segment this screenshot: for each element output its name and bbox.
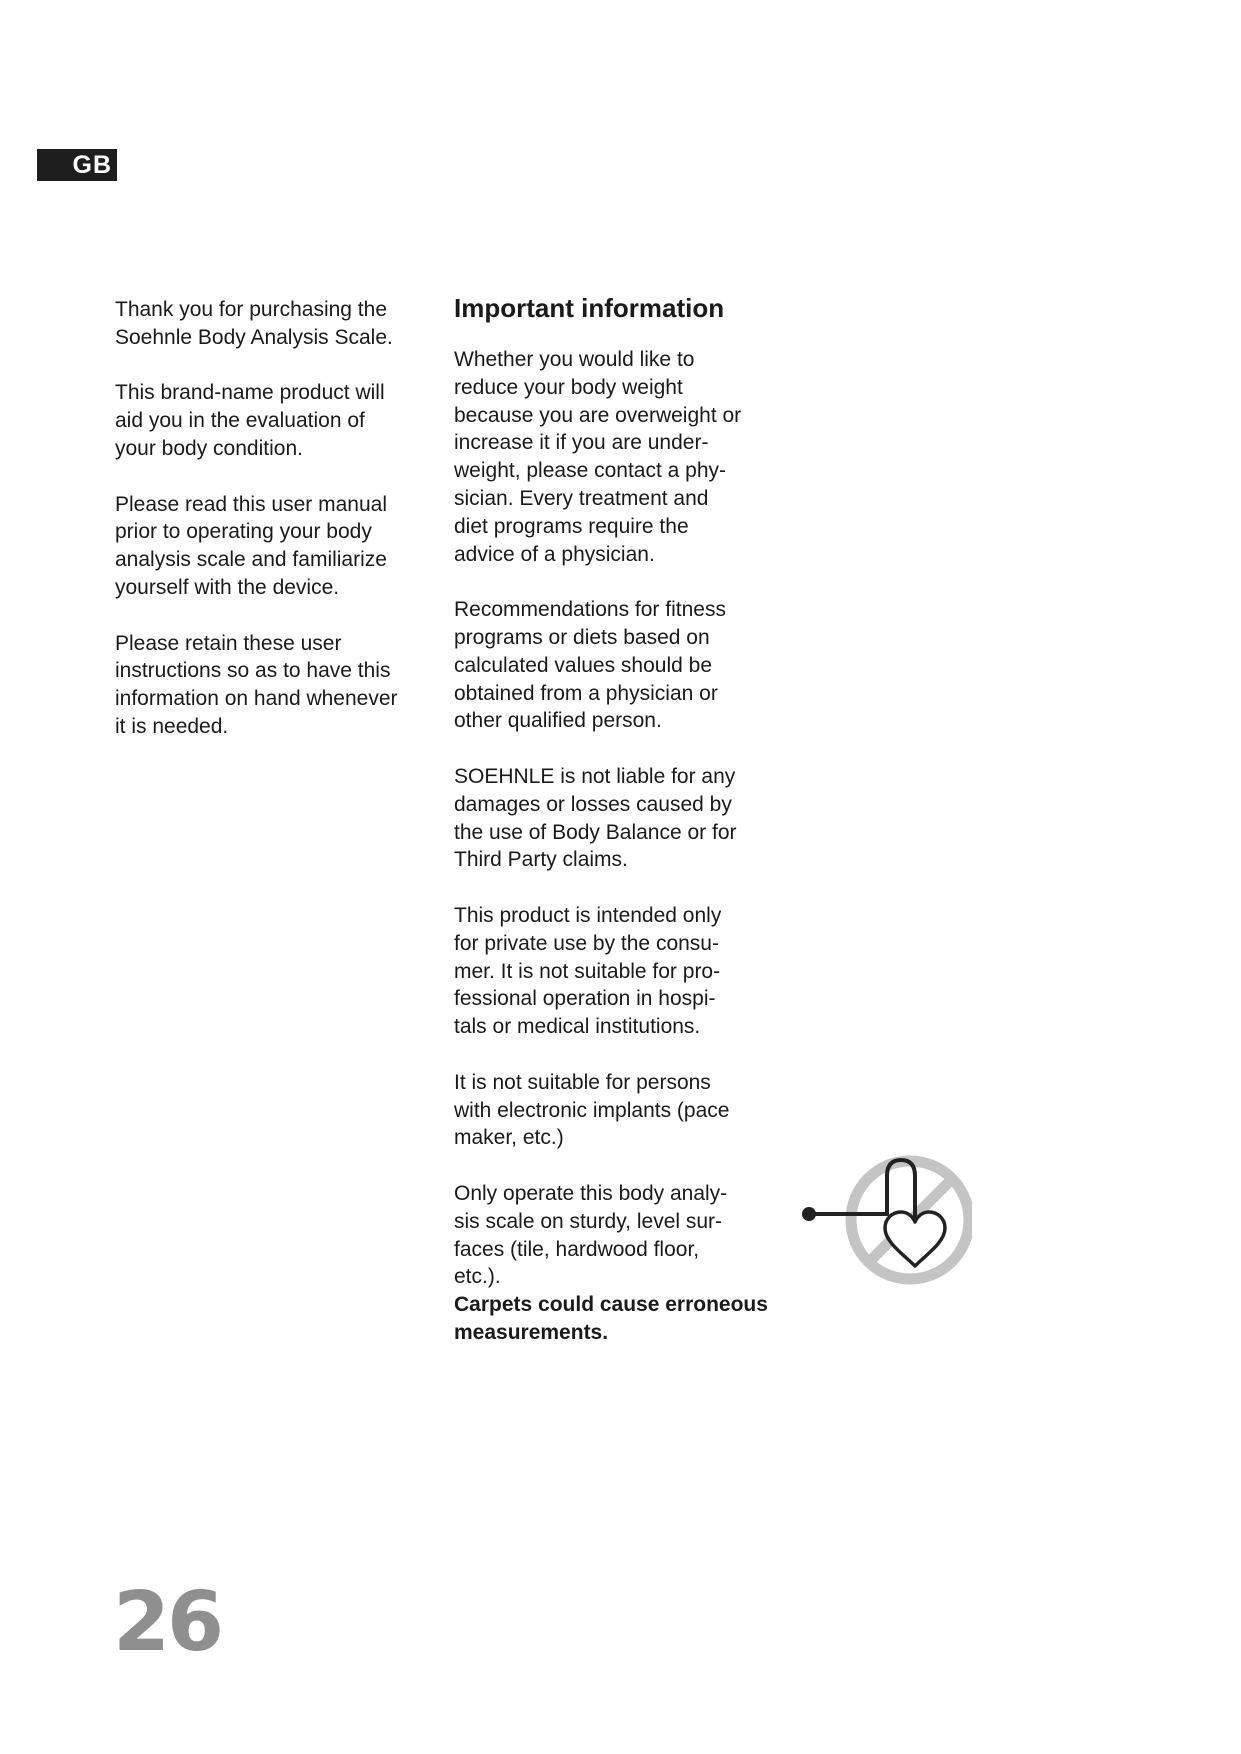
info-paragraph-surfaces: Only operate this body analy- sis scale on sturdy, level sur- faces (tile, hardwood floor, etc.). <box>454 1181 728 1289</box>
info-paragraph-implants: It is not suitable for persons with electronic implants (pace maker, etc.) <box>454 1070 730 1150</box>
intro-paragraph-retain: Please retain these user instructions so as to have this information on hand whenever it is needed. <box>115 631 398 738</box>
info-paragraph-physician: Whether you would like to reduce your body weight because you are overweight or increase it if you are under- weight, please contact a phy- sician. Every treatment and diet programs require the advice of a physician. <box>454 348 742 566</box>
important-information-column <box>454 291 774 1347</box>
info-paragraph-recommendations: Recommendations for fitness programs or diets based on calculated values should be obtained from a physician or other qualified person. <box>454 598 726 733</box>
intro-paragraph-read-manual: Please read this user manual prior to operating your body analysis scale and familiarize yourself with the device. <box>115 492 387 599</box>
intro-column <box>115 296 425 741</box>
page-number: 26 <box>113 1575 222 1670</box>
language-tab: GB <box>37 149 117 181</box>
section-heading: Important information <box>454 293 725 323</box>
no-pacemaker-icon <box>800 1152 972 1288</box>
carpet-warning: Carpets could cause erroneous measurements. <box>454 1293 768 1344</box>
intro-paragraph-thanks: Thank you for purchasing the Soehnle Body Analysis Scale. <box>115 298 393 349</box>
intro-paragraph-product: This brand-name product will aid you in the evaluation of your body condition. <box>115 381 385 460</box>
info-paragraph-private-use: This product is intended only for private use by the consu- mer. It is not suitable for pro- fessional operation in hospi- tals or medical institutions. <box>454 903 722 1039</box>
info-paragraph-liability: SOEHNLE is not liable for any damages or losses caused by the use of Body Balance or for Third Party claims. <box>454 764 737 872</box>
